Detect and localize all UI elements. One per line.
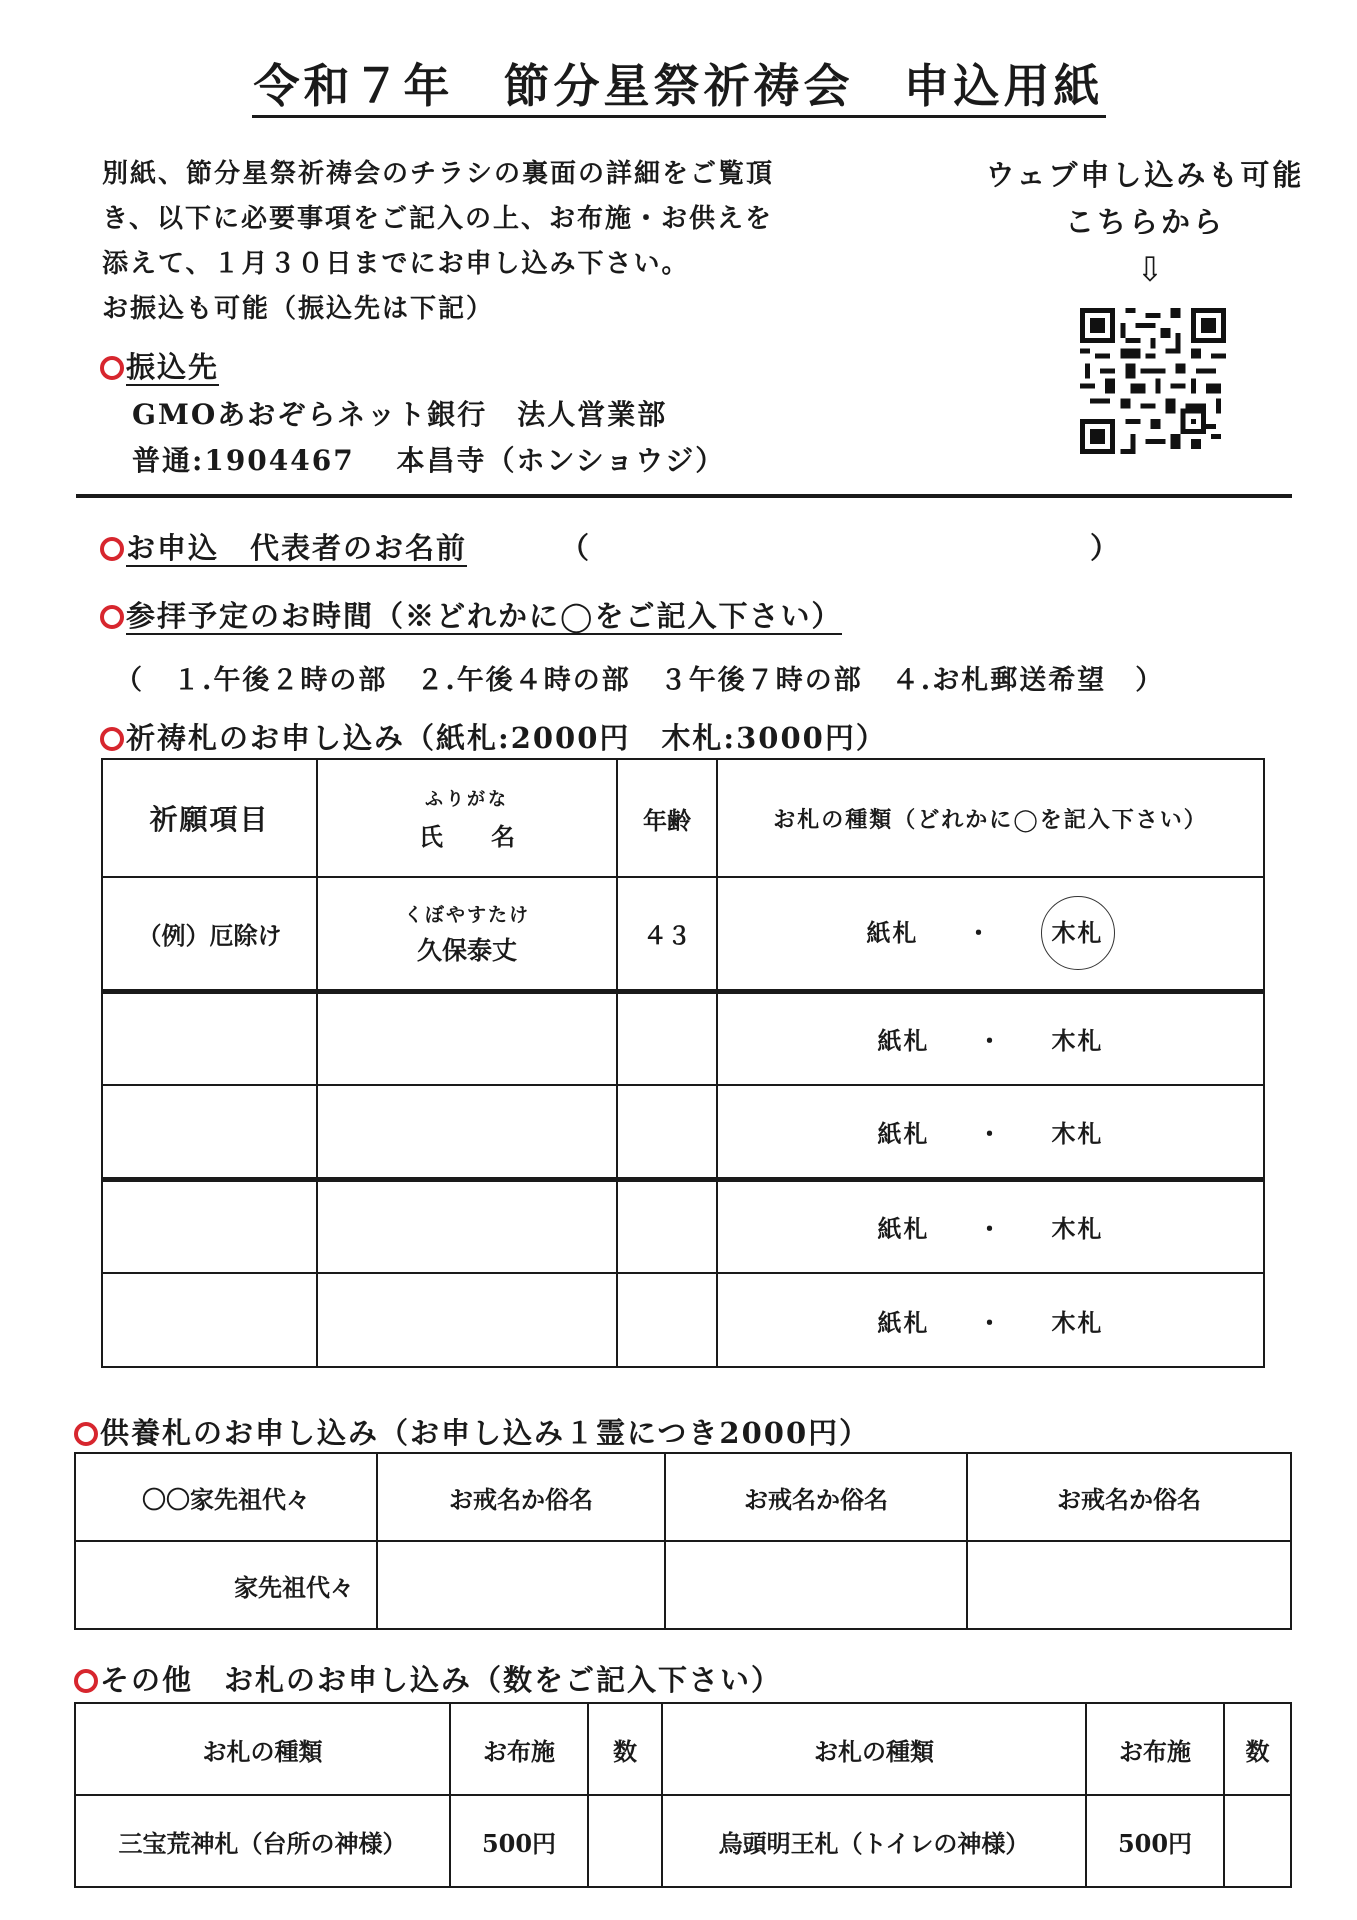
example-fullname: 久保泰丈 bbox=[416, 935, 517, 965]
wood-option[interactable]: 木札 bbox=[1051, 1214, 1104, 1244]
table-header-row bbox=[102, 759, 1264, 877]
table-row-example bbox=[102, 877, 1264, 991]
item-fee: 500円 bbox=[450, 1795, 588, 1887]
header-posthumous-name: お戒名か俗名 bbox=[377, 1453, 665, 1541]
paper-option[interactable]: 紙札 bbox=[877, 1026, 930, 1056]
other-heading: その他 お札のお申し込み（数をご記入下さい） bbox=[74, 1658, 782, 1699]
header-fee: お布施 bbox=[450, 1703, 588, 1795]
item-name: 烏頭明王札（トイレの神様） bbox=[662, 1795, 1086, 1887]
age-cell[interactable] bbox=[617, 1179, 717, 1273]
paper-option[interactable]: 紙札 bbox=[877, 1307, 930, 1337]
header-type: お札の種類 bbox=[75, 1703, 450, 1795]
red-circle-icon bbox=[100, 727, 124, 751]
family-label: 家先祖代々 bbox=[234, 1572, 354, 1602]
name-cell[interactable] bbox=[317, 1179, 617, 1273]
header-posthumous-name: お戒名か俗名 bbox=[967, 1453, 1291, 1541]
paper-option[interactable]: 紙札 bbox=[877, 1118, 930, 1148]
header-family: 〇〇家先祖代々 bbox=[75, 1453, 377, 1541]
header-fee: お布施 bbox=[1086, 1703, 1224, 1795]
table-row bbox=[75, 1541, 1291, 1629]
down-arrow-icon: ⇩ bbox=[1135, 250, 1165, 290]
bank-heading: 振込先 bbox=[100, 345, 219, 386]
age-cell[interactable] bbox=[617, 1273, 717, 1367]
applicant-name-close: ） bbox=[1090, 531, 1122, 565]
intro-line: 別紙、節分星祭祈祷会のチラシの裏面の詳細をご覧頂 bbox=[102, 159, 775, 189]
count-cell[interactable] bbox=[588, 1795, 662, 1887]
qr-code-icon[interactable] bbox=[1080, 308, 1226, 454]
bank-account: 普通:1904467 本昌寺（ホンショウジ） bbox=[132, 444, 726, 477]
other-table bbox=[74, 1702, 1292, 1888]
name-cell[interactable] bbox=[317, 991, 617, 1085]
name-cell[interactable] bbox=[377, 1541, 665, 1629]
separator-dot: ・ bbox=[977, 1026, 1004, 1056]
separator-dot: ・ bbox=[977, 1118, 1004, 1148]
prayer-heading: 祈祷札のお申し込み（紙札:2000円 木札:3000円） bbox=[100, 716, 887, 757]
item-cell[interactable] bbox=[102, 1085, 317, 1179]
wood-option[interactable]: 木札 bbox=[1051, 1026, 1104, 1056]
item-cell[interactable] bbox=[102, 1179, 317, 1273]
item-fee: 500円 bbox=[1086, 1795, 1224, 1887]
age-cell[interactable] bbox=[617, 1085, 717, 1179]
type-cell[interactable] bbox=[717, 1085, 1264, 1179]
paper-option[interactable]: 紙札 bbox=[877, 1214, 930, 1244]
table-header-row bbox=[75, 1703, 1291, 1795]
header-posthumous-name: お戒名か俗名 bbox=[665, 1453, 967, 1541]
applicant-name-field[interactable] bbox=[600, 524, 1080, 564]
table-row bbox=[102, 1273, 1264, 1367]
item-cell[interactable] bbox=[102, 991, 317, 1085]
intro-line: き、以下に必要事項をご記入の上、お布施・お供えを bbox=[102, 204, 773, 234]
table-row bbox=[102, 1179, 1264, 1273]
red-circle-icon bbox=[100, 537, 124, 561]
applicant-name-open: （ bbox=[560, 531, 592, 565]
type-cell[interactable] bbox=[717, 1273, 1264, 1367]
age-cell[interactable] bbox=[617, 991, 717, 1085]
item-name: 三宝荒神札（台所の神様） bbox=[75, 1795, 450, 1887]
count-cell[interactable] bbox=[1224, 1795, 1291, 1887]
example-type bbox=[717, 877, 1264, 991]
header-age: 年齢 bbox=[617, 759, 717, 877]
name-cell[interactable] bbox=[317, 1085, 617, 1179]
page-title: 令和７年 節分星祭祈祷会 申込用紙 bbox=[0, 50, 1357, 116]
memorial-table bbox=[74, 1452, 1292, 1630]
header-furigana: ふりがな bbox=[425, 788, 509, 810]
type-cell[interactable] bbox=[717, 991, 1264, 1085]
table-header-row bbox=[75, 1453, 1291, 1541]
paper-option: 紙札 bbox=[866, 918, 919, 948]
type-cell[interactable] bbox=[717, 1179, 1264, 1273]
intro-line: 添えて、１月３０日までにお申し込み下さい。 bbox=[102, 249, 690, 279]
memorial-heading: 供養札のお申し込み（お申し込み１霊につき2000円） bbox=[74, 1411, 870, 1452]
table-row bbox=[102, 1085, 1264, 1179]
prayer-table bbox=[101, 758, 1265, 1368]
example-age: ４３ bbox=[617, 877, 717, 991]
example-item: （例）厄除け bbox=[102, 877, 317, 991]
bank-details bbox=[132, 392, 725, 484]
intro-text bbox=[102, 152, 774, 332]
header-type: お札の種類（どれかに◯を記入下さい） bbox=[717, 759, 1264, 877]
red-circle-icon bbox=[100, 356, 124, 380]
web-application-note bbox=[960, 152, 1330, 246]
family-cell[interactable] bbox=[75, 1541, 377, 1629]
header-name bbox=[317, 759, 617, 877]
divider bbox=[76, 494, 1292, 498]
wood-option-circled: 木札 bbox=[1041, 896, 1115, 970]
table-row bbox=[102, 991, 1264, 1085]
visit-time-options[interactable]: （ １.午後２時の部 ２.午後４時の部 ３午後７時の部 ４.お札郵送希望 ） bbox=[115, 665, 1165, 696]
header-fullname: 氏 名 bbox=[419, 821, 515, 851]
red-circle-icon bbox=[100, 605, 124, 629]
name-cell[interactable] bbox=[967, 1541, 1291, 1629]
applicant-heading: お申込 代表者のお名前 bbox=[100, 526, 467, 567]
header-type: お札の種類 bbox=[662, 1703, 1086, 1795]
name-cell[interactable] bbox=[317, 1273, 617, 1367]
item-cell[interactable] bbox=[102, 1273, 317, 1367]
header-count: 数 bbox=[1224, 1703, 1291, 1795]
name-cell[interactable] bbox=[665, 1541, 967, 1629]
bank-name: GMOあおぞらネット銀行 法人営業部 bbox=[132, 398, 668, 431]
visit-time-heading: 参拝予定のお時間（※どれかに◯をご記入下さい） bbox=[100, 594, 842, 635]
wood-option[interactable]: 木札 bbox=[1051, 1307, 1104, 1337]
table-row bbox=[75, 1795, 1291, 1887]
web-line-1: ウェブ申し込みも可能 bbox=[985, 158, 1305, 192]
header-item: 祈願項目 bbox=[102, 759, 317, 877]
separator-dot: ・ bbox=[966, 918, 993, 948]
red-circle-icon bbox=[74, 1669, 98, 1693]
separator-dot: ・ bbox=[977, 1214, 1004, 1244]
red-circle-icon bbox=[74, 1422, 98, 1446]
wood-option[interactable]: 木札 bbox=[1051, 1118, 1104, 1148]
intro-line: お振込も可能（振込先は下記） bbox=[102, 294, 495, 324]
separator-dot: ・ bbox=[977, 1307, 1004, 1337]
example-name bbox=[317, 877, 617, 991]
example-furigana: くぼやすたけ bbox=[403, 903, 530, 926]
header-count: 数 bbox=[588, 1703, 662, 1795]
web-line-2: こちらから bbox=[1064, 205, 1225, 239]
